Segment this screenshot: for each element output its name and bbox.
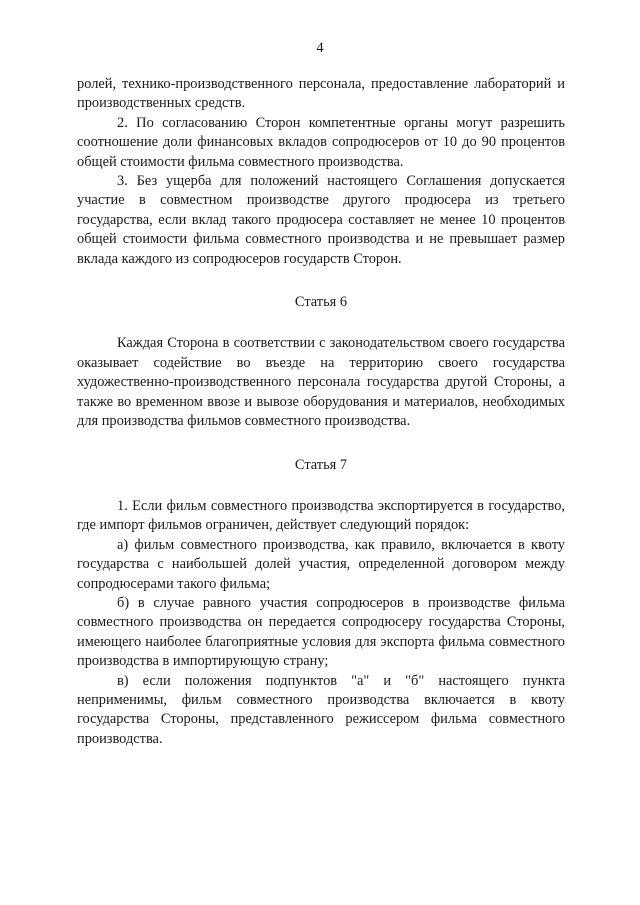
article-7-heading: Статья 7: [294, 456, 348, 473]
paragraph-continuation: ролей, технико-производственного персонала, предоставление лабораторий и производственных средств.: [77, 76, 565, 112]
document-body: [77, 75, 565, 749]
article-6-heading: Статья 6: [294, 294, 348, 311]
paragraph-clause-3: 3. Без ущерба для положений настоящего Соглашения допускается участие в совместном производстве другого продюсера из третьего государства, если вклад такого продюсера составляет не менее 10 процентов общей стоимости фильма совместного производства и не превышает размер вклада каждого из сопродюсеров государств Сторон.: [77, 173, 565, 267]
article-6-text: Каждая Сторона в соответствии с законодательством своего государства оказывает содействие во въезде на территорию своего государства художественно-производственного персонала государства другой Стороны, а также во временном ввозе и вывозе оборудования и материалов, необходимых для производства фильмов совместного производства.: [77, 335, 565, 430]
article-7-subclause-c: в) если положения подпунктов "а" и "б" настоящего пункта неприменимы, фильм совместного производства включается в квоту государства Стороны, представленного режиссером фильма совместного производства.: [77, 672, 565, 747]
page-number: 4: [316, 40, 324, 56]
article-7-subclause-b: б) в случае равного участия сопродюсеров в производстве фильма совместного производства он передается сопродюсеру государства Стороны, имеющего наиболее благоприятные условия для экспорта фильма совместного производства в импортирующую страну;: [77, 594, 565, 670]
article-7-clause-1: 1. Если фильм совместного производства экспортируется в государство, где импорт фильмов ограничен, действует следующий порядок:: [77, 497, 565, 534]
article-7-subclause-a: а) фильм совместного производства, как правило, включается в квоту государства с наибольшей долей участия, определенной договором между сопродюсерами такого фильма;: [77, 536, 565, 592]
paragraph-clause-2: 2. По согласованию Сторон компетентные органы могут разрешить соотношение доли финансовых вкладов сопродюсеров от 10 до 90 процентов общей стоимости фильма совместного производства.: [77, 114, 565, 170]
